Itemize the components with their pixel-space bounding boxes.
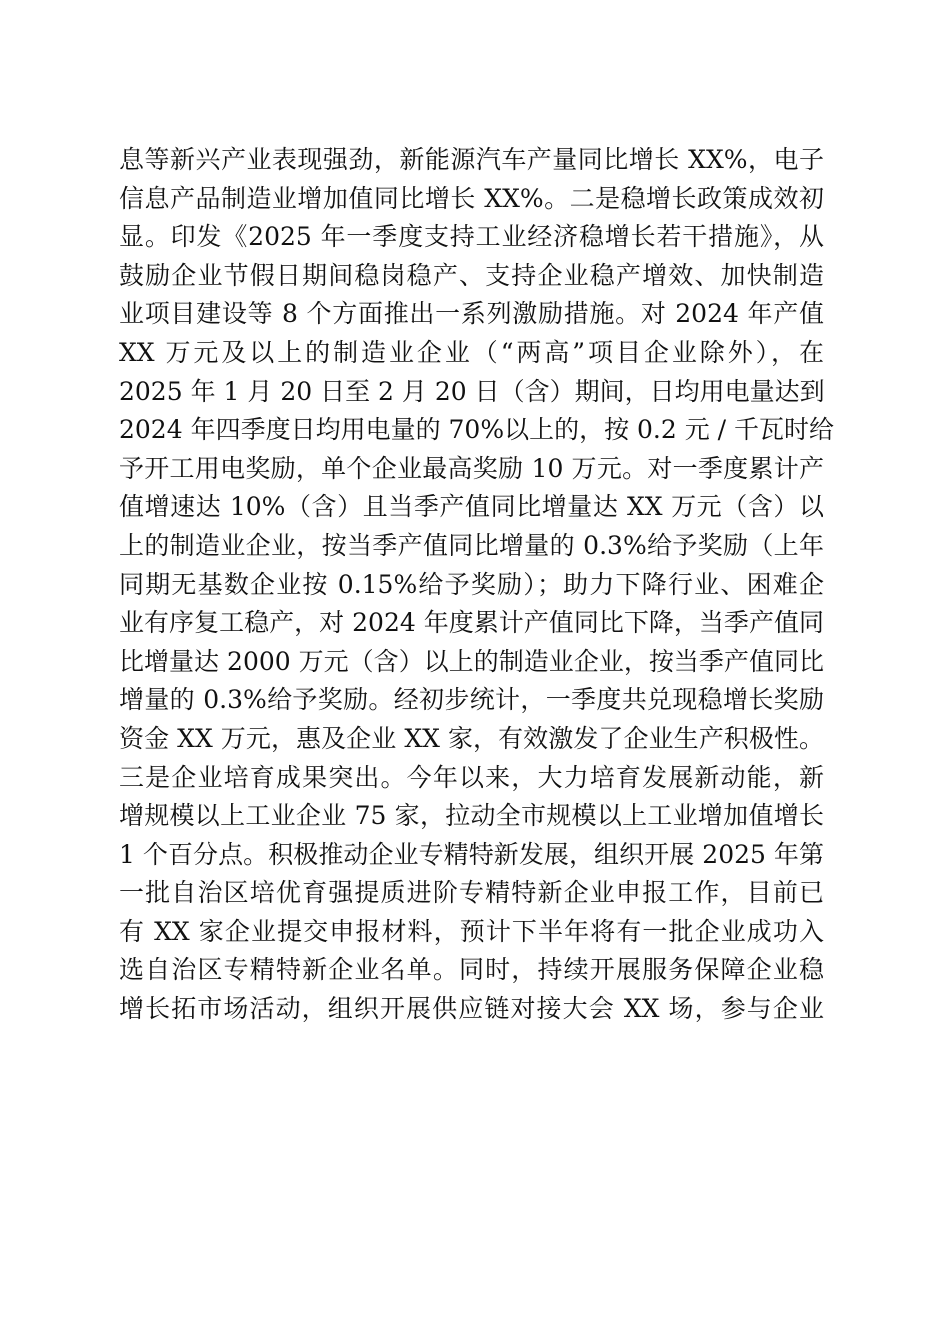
text-line: 选自治区专精特新企业名单。同时，持续开展服务保障企业稳 [119, 955, 824, 985]
text-line: 资金 XX 万元，惠及企业 XX 家，有效激发了企业生产积极性。 [119, 723, 824, 753]
text-line: 值增速达 10%（含）且当季产值同比增量达 XX 万元（含）以 [119, 492, 824, 522]
text-line: 业项目建设等 8 个方面推出一系列激励措施。对 2024 年产值 [119, 299, 824, 329]
text-line: 息等新兴产业表现强劲，新能源汽车产量同比增长 XX%，电子 [119, 145, 824, 174]
text-line: 增长拓市场活动，组织开展供应链对接大会 XX 场，参与企业 [119, 994, 824, 1024]
text-line: 三是企业培育成果突出。今年以来，大力培育发展新动能，新 [119, 762, 824, 792]
text-line: 同期无基数企业按 0.15%给予奖励）；助力下降行业、困难企 [119, 569, 824, 599]
text-line: 信息产品制造业增加值同比增长 XX%。二是稳增长政策成效初 [119, 183, 824, 213]
text-line: 上的制造业企业，按当季产值同比增量的 0.3%给予奖励（上年 [119, 530, 824, 560]
text-line: XX 万元及以上的制造业企业（“两高”项目企业除外），在 [119, 337, 824, 367]
text-line: 一批自治区培优育强提质进阶专精特新企业申报工作，目前已 [119, 878, 824, 908]
text-line: 有 XX 家企业提交申报材料，预计下半年将有一批企业成功入 [119, 916, 824, 946]
body-paragraph [119, 141, 835, 1029]
text-line: 业有序复工稳产，对 2024 年度累计产值同比下降，当季产值同 [119, 608, 824, 638]
text-line: 增量的 0.3%给予奖励。经初步统计，一季度共兑现稳增长奖励 [119, 685, 824, 715]
text-line: 1 个百分点。积极推动企业专精特新发展，组织开展 2025 年第 [119, 839, 824, 869]
text-line: 2025 年 1 月 20 日至 2 月 20 日（含）期间，日均用电量达到 [119, 376, 825, 406]
text-line: 2024 年四季度日均用电量的 70%以上的，按 0.2 元 / 千瓦时给 [119, 415, 835, 445]
text-line: 鼓励企业节假日期间稳岗稳产、支持企业稳产增效、加快制造 [119, 260, 824, 290]
text-line: 予开工用电奖励，单个企业最高奖励 10 万元。对一季度累计产 [119, 453, 824, 483]
text-line: 显。印发《2025 年一季度支持工业经济稳增长若干措施》，从 [119, 222, 824, 252]
text-line: 比增量达 2000 万元（含）以上的制造业企业，按当季产值同比 [119, 646, 824, 676]
text-line: 增规模以上工业企业 75 家，拉动全市规模以上工业增加值增长 [119, 801, 824, 831]
